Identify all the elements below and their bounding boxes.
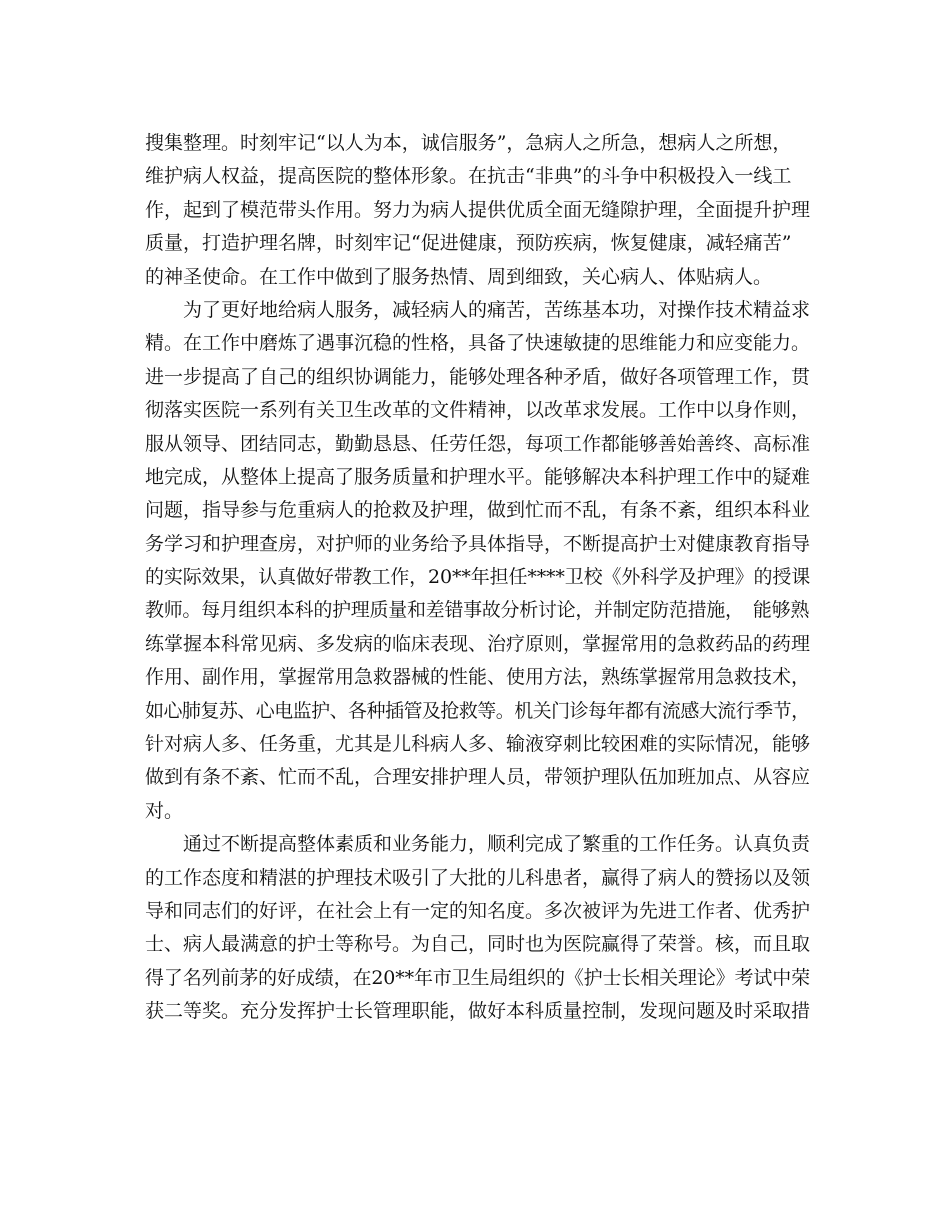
text-line: 务学习和护理查房，对护师的业务给予具体指导，不断提高护士对健康教育指导 bbox=[145, 532, 811, 555]
text-line: 问题，指导参与危重病人的抢救及护理，做到忙而不乱，有条不紊，组织本科业 bbox=[145, 499, 811, 522]
text-line: 对。 bbox=[145, 799, 184, 822]
text-line: 的工作态度和精湛的护理技术吸引了大批的儿科患者，赢得了病人的赞扬以及领 bbox=[145, 866, 811, 889]
text-line: 通过不断提高整体素质和业务能力，顺利完成了繁重的工作任务。认真负责 bbox=[183, 833, 811, 856]
text-line: 练掌握本科常见病、多发病的临床表现、治疗原则，掌握常用的急救药品的药理 bbox=[145, 632, 811, 655]
text-line: 获二等奖。充分发挥护士长管理职能，做好本科质量控制，发现问题及时采取措 bbox=[145, 1000, 811, 1023]
text-line: 的实际效果，认真做好带教工作，20**年担任****卫校《外科学及护理》的授课 bbox=[145, 566, 811, 589]
text-line: 得了名列前茅的好成绩，在20**年市卫生局组织的《护士长相关理论》考试中荣 bbox=[145, 966, 810, 989]
text-line: 为了更好地给病人服务，减轻病人的痛苦，苦练基本功，对操作技术精益求 bbox=[183, 298, 811, 321]
text-line: 做到有条不紊、忙而不乱，合理安排护理人员，带领护理队伍加班加点、从容应 bbox=[145, 766, 811, 789]
text-line: 的神圣使命。在工作中做到了服务热情、周到细致，关心病人、体贴病人。 bbox=[145, 265, 773, 288]
text-line: 教师。每月组织本科的护理质量和差错事故分析讨论，并制定防范措施， 能够熟 bbox=[145, 599, 810, 622]
text-line: 服从领导、团结同志，勤勤恳恳、任劳任怨，每项工作都能够善始善终、高标准 bbox=[145, 432, 811, 455]
text-line: 维护病人权益，提高医院的整体形象。在抗击“非典”的斗争中积极投入一线工 bbox=[145, 165, 792, 188]
text-line: 针对病人多、任务重，尤其是儿科病人多、输液穿刺比较困难的实际情况，能够 bbox=[145, 733, 811, 756]
body-text bbox=[145, 127, 810, 1029]
text-line: 质量，打造护理名牌，时刻牢记“促进健康，预防疾病，恢复健康，减轻痛苦” bbox=[145, 232, 792, 255]
text-line: 导和同志们的好评，在社会上有一定的知名度。多次被评为先进工作者、优秀护 bbox=[145, 899, 811, 922]
text-line: 如心肺复苏、心电监护、各种插管及抢救等。机关门诊每年都有流感大流行季节， bbox=[145, 699, 810, 722]
text-line: 士、病人最满意的护士等称号。为自己，同时也为医院赢得了荣誉。核，而且取 bbox=[145, 933, 811, 956]
text-line: 搜集整理。时刻牢记“以人为本，诚信服务”，急病人之所急，想病人之所想， bbox=[145, 132, 792, 154]
text-line: 地完成，从整体上提高了服务质量和护理水平。能够解决本科护理工作中的疑难 bbox=[145, 465, 811, 488]
text-line: 彻落实医院一系列有关卫生改革的文件精神，以改革求发展。工作中以身作则， bbox=[145, 399, 811, 422]
text-line: 作用、副作用，掌握常用急救器械的性能、使用方法，熟练掌握常用急救技术， bbox=[145, 666, 811, 689]
text-line: 进一步提高了自己的组织协调能力，能够处理各种矛盾，做好各项管理工作，贯 bbox=[145, 365, 811, 388]
text-line: 精。在工作中磨炼了遇事沉稳的性格，具备了快速敏捷的思维能力和应变能力。 bbox=[145, 332, 811, 355]
text-line: 作，起到了模范带头作用。努力为病人提供优质全面无缝隙护理，全面提升护理 bbox=[145, 198, 811, 221]
